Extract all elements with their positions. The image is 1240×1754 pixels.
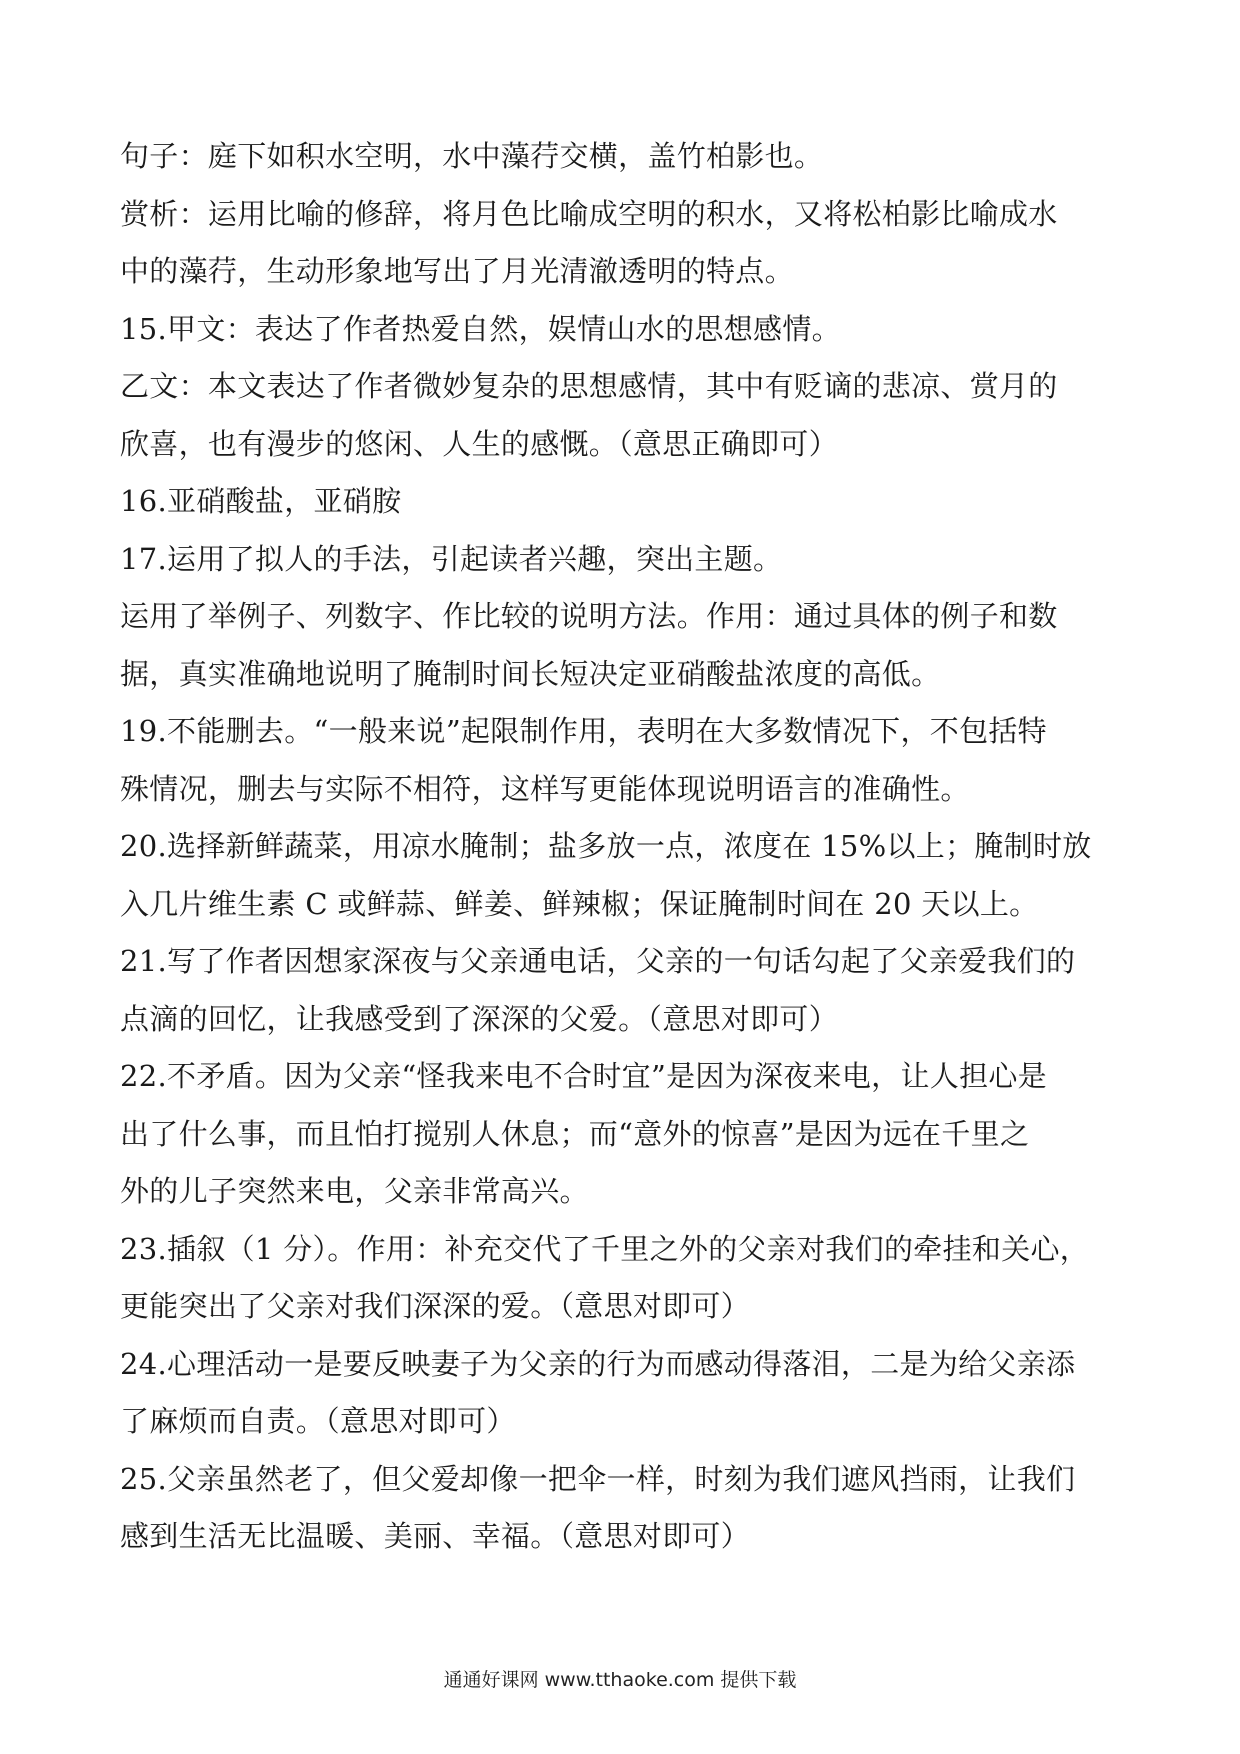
text-line: 22.不矛盾。因为父亲“怪我来电不合时宜”是因为深夜来电，让人担心是 <box>120 1059 1047 1093</box>
text-line: 20.选择新鲜蔬菜，用凉水腌制；盐多放一点，浓度在 15%以上；腌制时放 <box>120 829 1092 863</box>
text-line: 运用了举例子、列数字、作比较的说明方法。作用：通过具体的例子和数 <box>120 599 1058 633</box>
text-line: 19.不能删去。“一般来说”起限制作用，表明在大多数情况下，不包括特 <box>120 714 1047 748</box>
text-line: 感到生活无比温暖、美丽、幸福。（意思对即可） <box>120 1519 751 1553</box>
text-line: 外的儿子突然来电，父亲非常高兴。 <box>120 1174 589 1208</box>
text-line: 赏析：运用比喻的修辞，将月色比喻成空明的积水，又将松柏影比喻成水 <box>120 196 1058 231</box>
text-line: 15.甲文：表达了作者热爱自然，娱情山水的思想感情。 <box>120 311 841 346</box>
answer-text-block <box>120 128 1130 1566</box>
text-line: 点滴的回忆，让我感受到了深深的父爱。（意思对即可） <box>120 1001 839 1036</box>
text-line: 17.运用了拟人的手法，引起读者兴趣，突出主题。 <box>120 541 783 576</box>
text-line: 入几片维生素 C 或鲜蒜、鲜姜、鲜辣椒；保证腌制时间在 20 天以上。 <box>120 886 1039 921</box>
text-line: 出了什么事，而且怕打搅别人休息；而“意外的惊喜”是因为远在千里之 <box>120 1116 1030 1151</box>
text-line: 24.心理活动一是要反映妻子为父亲的行为而感动得落泪，二是为给父亲添 <box>120 1346 1076 1381</box>
text-line: 据，真实准确地说明了腌制时间长短决定亚硝酸盐浓度的高低。 <box>120 656 941 691</box>
text-line: 欣喜，也有漫步的悠闲、人生的感慨。（意思正确即可） <box>120 426 839 461</box>
page-footer: 通通好课网 www.tthaoke.com 提供下载 <box>443 1669 797 1691</box>
text-line: 23.插叙（1 分）。作用：补充交代了千里之外的父亲对我们的牵挂和关心， <box>120 1231 1090 1266</box>
text-line: 更能突出了父亲对我们深深的爱。（意思对即可） <box>120 1289 751 1323</box>
text-line: 殊情况，删去与实际不相符，这样写更能体现说明语言的准确性。 <box>120 771 970 806</box>
text-line: 乙文：本文表达了作者微妙复杂的思想感情，其中有贬谪的悲凉、赏月的 <box>120 369 1058 403</box>
text-line: 中的藻荇，生动形象地写出了月光清澈透明的特点。 <box>120 254 794 288</box>
text-line: 句子：庭下如积水空明，水中藻荇交横，盖竹柏影也。 <box>120 139 824 173</box>
text-line: 16.亚硝酸盐，亚硝胺 <box>120 484 402 518</box>
text-line: 了麻烦而自责。（意思对即可） <box>120 1404 516 1438</box>
text-line: 21.写了作者因想家深夜与父亲通电话，父亲的一句话勾起了父亲爱我们的 <box>120 944 1076 978</box>
text-line: 25.父亲虽然老了，但父爱却像一把伞一样，时刻为我们遮风挡雨，让我们 <box>120 1461 1076 1496</box>
